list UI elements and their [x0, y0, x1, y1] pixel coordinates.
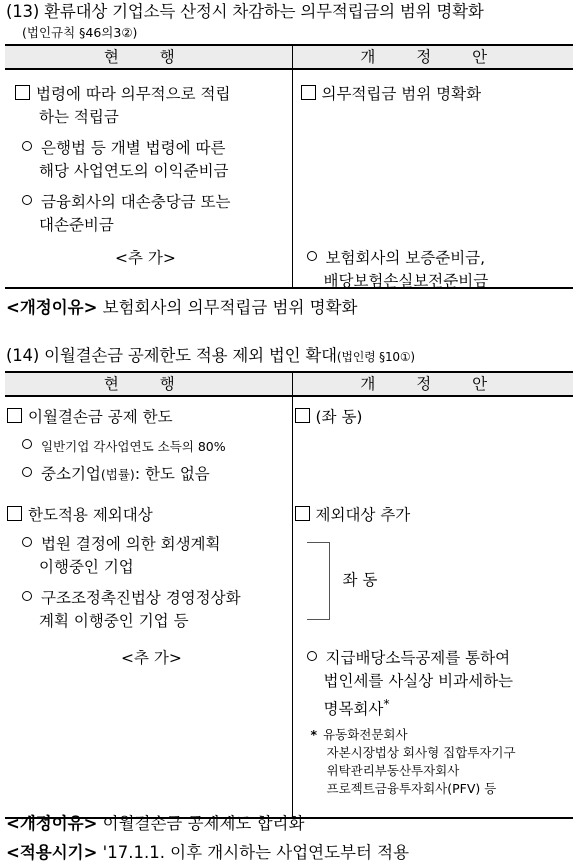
s14-revised-item3-cont2: 명목회사* [323, 696, 390, 719]
circle-bullet-icon [307, 251, 317, 261]
s14-note-1: * 유동화전문회사 [310, 727, 408, 742]
section13-title: (13) 환류대상 기업소득 산정시 차감하는 의무적립금의 범위 명확화 [6, 2, 484, 21]
circle-bullet-icon [22, 195, 32, 205]
s14-current-item1-sub2: 중소기업(법률): 한도 없음 [22, 463, 210, 486]
s14-current-item1: 이월결손금 공제 한도 [7, 406, 173, 428]
s14-note-4: 프로젝트금융투자회사(PFV) 등 [326, 781, 497, 796]
section13-revised-cell [292, 69, 573, 288]
square-bullet-icon [295, 506, 310, 521]
circle-bullet-icon [22, 591, 32, 601]
square-bullet-icon [301, 85, 316, 100]
s14-current-item2-sub1: 법원 결정에 의한 회생계획 [22, 533, 221, 555]
s13-revised-item2-cont: 배당보험손실보전준비금 [323, 272, 489, 290]
s14-revised-item3: 지급배당소득공제를 통하여 [307, 647, 511, 669]
section14-reason: <개정이유> 이월결손금 공제제도 합리화 [6, 814, 305, 833]
section14-table [5, 371, 573, 819]
col-revised-header: 개 정 안 [292, 45, 573, 69]
circle-bullet-icon [22, 467, 32, 477]
s14-current-item2: 한도적용 제외대상 [7, 504, 153, 526]
s13-current-add: <추 가> [115, 249, 176, 267]
s14-revised-item2: 제외대상 추가 [295, 504, 411, 526]
circle-bullet-icon [22, 537, 32, 547]
s13-revised-item2: 보험회사의 보증준비금, [307, 247, 486, 269]
section14-current-cell [5, 396, 292, 818]
s14-revised-same: 좌 동 [342, 571, 378, 589]
circle-bullet-icon [22, 141, 32, 151]
s14-current-item2-sub2: 구조조정촉진법상 경영정상화 [22, 587, 241, 609]
s14-revised-item1: (좌 동) [295, 406, 363, 428]
s13-current-item3-cont: 대손준비금 [39, 216, 114, 234]
square-bullet-icon [295, 408, 310, 423]
s13-current-item1: 법령에 따라 의무적으로 적립 [15, 83, 230, 105]
section13-ref: (법인규칙 §46의3②) [22, 25, 138, 40]
section14-apply: <적용시기> '17.1.1. 이후 개시하는 사업연도부터 적용 [6, 843, 410, 862]
s13-current-item2-cont: 해당 사업연도의 이익준비금 [39, 162, 229, 180]
section14-revised-cell [292, 396, 573, 818]
section13-reason: <개정이유> 보험회사의 의무적립금 범위 명확화 [6, 298, 358, 317]
s13-current-item2: 은행법 등 개별 법령에 따른 [22, 137, 225, 159]
section13-table [5, 44, 573, 289]
col-current-header: 현 행 [5, 45, 292, 69]
s14-current-add: <추 가> [121, 649, 182, 667]
s14-current-item1-sub1: 일반기업 각사업연도 소득의 80% [22, 436, 226, 458]
square-bullet-icon [7, 408, 22, 423]
col-current-header: 현 행 [5, 372, 292, 396]
section14-title: (14) 이월결손금 공제한도 적용 제외 법인 확대(법인령 §10①) [6, 346, 415, 365]
s14-note-3: 위탁관리부동산투자회사 [326, 763, 460, 778]
circle-bullet-icon [22, 439, 32, 449]
square-bullet-icon [7, 506, 22, 521]
circle-bullet-icon [307, 651, 317, 661]
s14-current-item2-sub1-cont: 이행중인 기업 [39, 558, 134, 576]
section13-current-cell [5, 69, 292, 288]
s13-current-item3: 금융회사의 대손충당금 또는 [22, 191, 231, 213]
s14-revised-item3-cont1: 법인세를 사실상 비과세하는 [323, 672, 514, 690]
brace-bracket [307, 542, 330, 620]
s13-current-item1-cont: 하는 적립금 [39, 108, 119, 126]
square-bullet-icon [15, 85, 30, 100]
s14-note-2: 자본시장법상 회사형 집합투자기구 [326, 745, 516, 760]
s13-revised-item1: 의무적립금 범위 명확화 [301, 83, 482, 105]
s14-current-item2-sub2-cont: 계획 이행중인 기업 등 [39, 612, 189, 630]
col-revised-header: 개 정 안 [292, 372, 573, 396]
